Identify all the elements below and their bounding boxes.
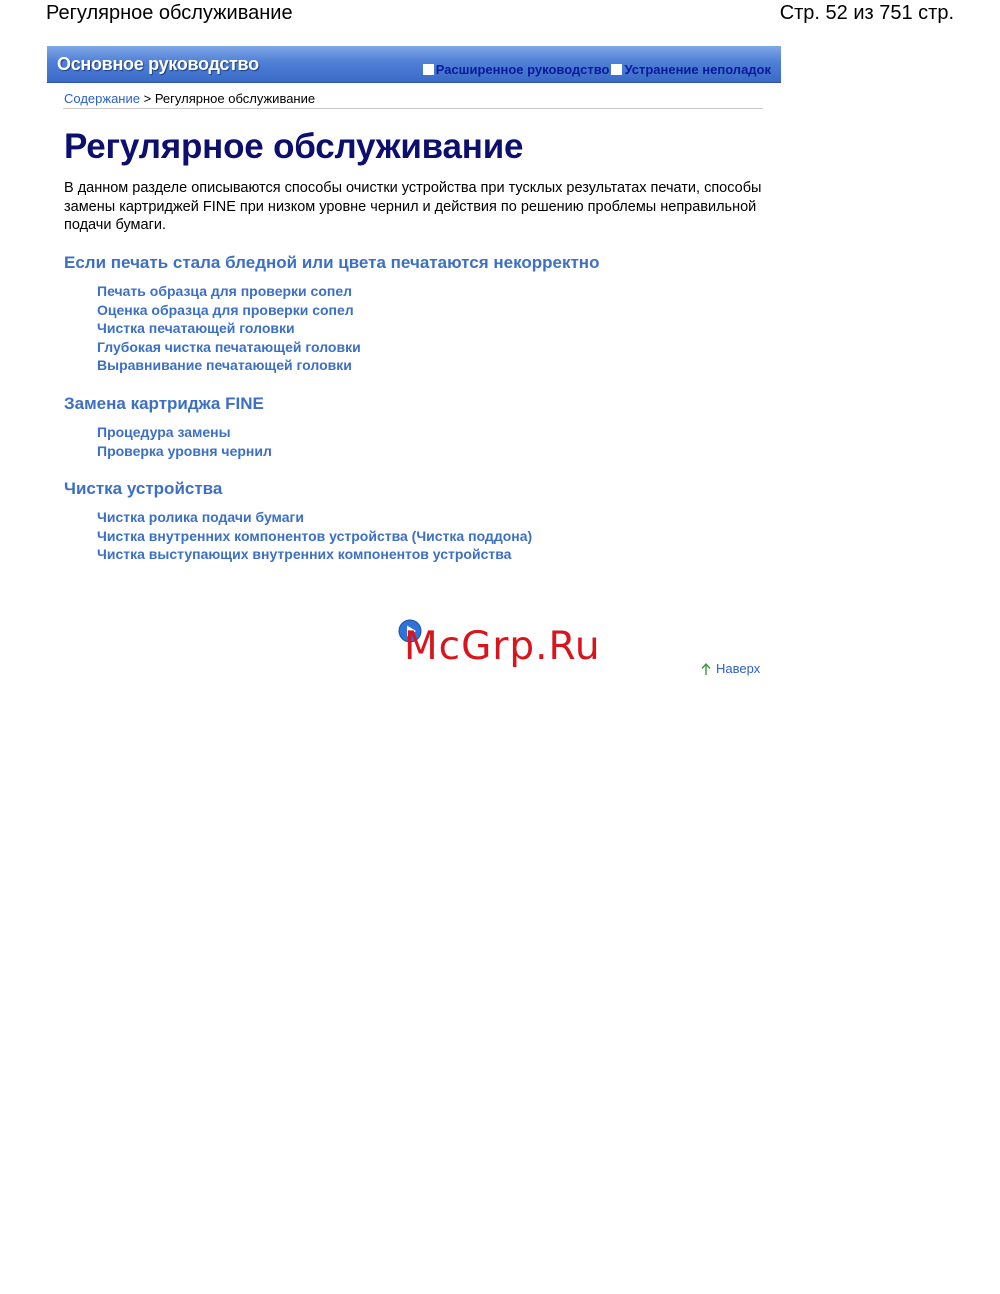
guide-banner <box>47 46 781 83</box>
section-heading-cartridge[interactable]: Замена картриджа FINE <box>64 394 264 413</box>
intro-paragraph: В данном разделе описываются способы очистки устройства при тусклых результатах печати, способы замены картриджей FINE при низком уровне чернил и действия по решению проблемы неправильной подачи бумаги. <box>64 180 762 233</box>
list-item[interactable]: Проверка уровня чернил <box>97 442 272 459</box>
section-heading-cleaning[interactable]: Чистка устройства <box>64 479 223 498</box>
square-bullet-icon <box>611 64 622 75</box>
list-item[interactable]: Выравнивание печатающей головки <box>97 357 352 373</box>
list-item[interactable]: Процедура замены <box>97 424 231 440</box>
list-item[interactable]: Чистка выступающих внутренних компонентов устройства <box>97 546 512 562</box>
breadcrumb-current: Регулярное обслуживание <box>154 91 316 106</box>
up-arrow-icon <box>700 662 712 676</box>
square-bullet-icon <box>423 64 434 75</box>
breadcrumb-separator: > <box>143 91 152 106</box>
list-item[interactable]: Оценка образца для проверки сопел <box>97 301 354 318</box>
banner-links <box>423 62 771 77</box>
list-item[interactable]: Печать образца для проверки сопел <box>97 283 353 299</box>
advanced-guide-link[interactable] <box>423 62 610 77</box>
section-list-print-quality <box>97 282 361 375</box>
breadcrumb-divider <box>63 108 763 109</box>
page-title: Регулярное обслуживание <box>64 127 524 166</box>
page-counter: Стр. 52 из 751 стр. <box>779 2 954 24</box>
watermark: McGrp.Ru <box>404 624 601 669</box>
section-list-cleaning <box>97 508 532 564</box>
back-to-top-label: Наверх <box>716 661 761 676</box>
section-list-cartridge <box>97 423 272 460</box>
back-to-top-link[interactable] <box>700 661 760 676</box>
list-item[interactable]: Чистка ролика подачи бумаги <box>97 509 304 525</box>
banner-title: Основное руководство <box>57 54 259 74</box>
troubleshooting-link[interactable] <box>611 62 771 77</box>
page-header-title: Регулярное обслуживание <box>46 2 293 24</box>
breadcrumb-contents-link[interactable]: Содержание <box>64 91 140 106</box>
breadcrumb <box>64 91 315 106</box>
list-item[interactable]: Чистка внутренних компонентов устройства (Чистка поддона) <box>97 527 533 544</box>
list-item[interactable]: Чистка печатающей головки <box>97 320 295 336</box>
list-item[interactable]: Глубокая чистка печатающей головки <box>97 338 361 355</box>
advanced-guide-label: Расширенное руководство <box>435 62 610 77</box>
troubleshooting-label: Устранение неполадок <box>624 62 771 77</box>
section-heading-print-quality[interactable]: Если печать стала бледной или цвета печатаются некорректно <box>64 253 600 272</box>
